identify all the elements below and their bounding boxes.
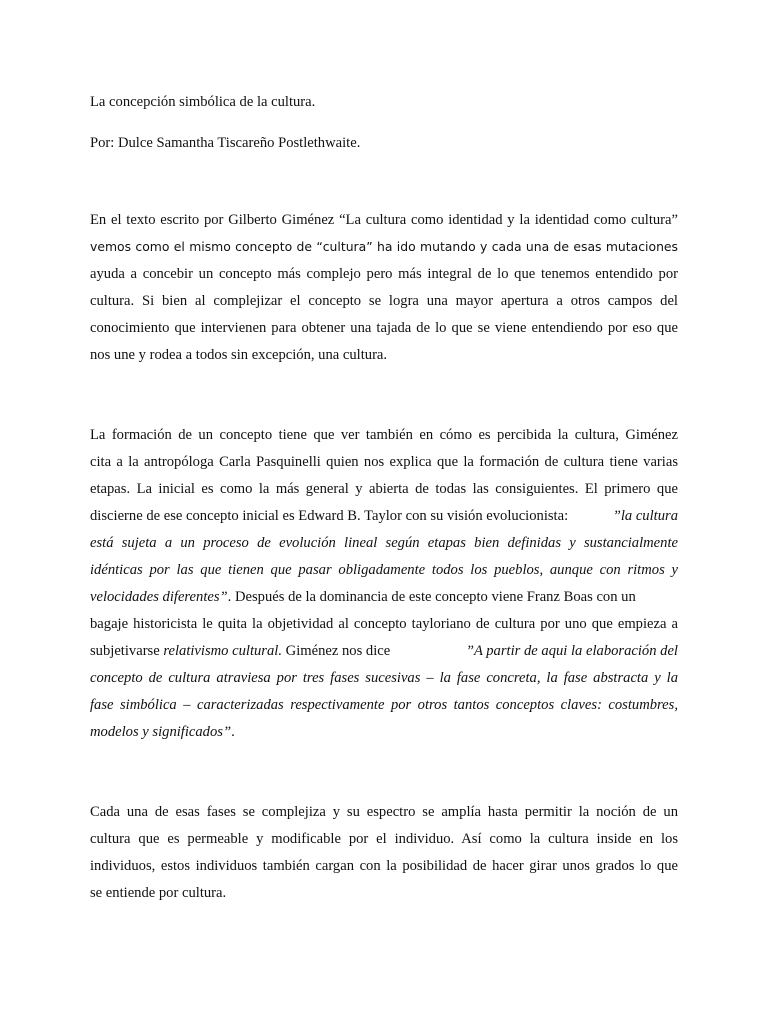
quote-line: idénticas por las que tienen que pasar obligadamente todos los pueblos, aunque con ritmos y xyxy=(90,562,678,578)
paragraph-line xyxy=(90,588,678,606)
quote-segment: velocidades diferentes” xyxy=(90,589,228,605)
line-segment: discierne de ese concepto inicial es Edward B. Taylor con su visión evolucionista: xyxy=(90,508,569,524)
paragraph-line: cultura que es permeable y modificable por el individuo. Así como la cultura inside en los xyxy=(90,831,678,847)
quote-line: está sujeta a un proceso de evolución lineal según etapas bien definidas y sustancialmente xyxy=(90,535,678,551)
paragraph-line: individuos, estos individuos también cargan con la posibilidad de hacer girar unos grados lo que xyxy=(90,858,678,874)
paragraph-line: La formación de un concepto tiene que ver también en cómo es percibida la cultura, Giménez xyxy=(90,427,678,443)
document-title: La concepción simbólica de la cultura. xyxy=(90,94,316,110)
line-segment: . xyxy=(231,724,235,740)
paragraph-line: cita a la antropóloga Carla Pasquinelli quien nos explica que la formación de cultura tiene varias xyxy=(90,454,678,470)
quote-segment: ”A partir de aqui la elaboración del xyxy=(465,643,678,659)
paragraph-line: se entiende por cultura. xyxy=(90,885,227,901)
paragraph-line: nos une y rodea a todos sin excepción, una cultura. xyxy=(90,347,388,363)
paragraph-line: Cada una de esas fases se complejiza y su espectro se amplía hasta permitir la noción de un xyxy=(90,804,678,820)
quote-line: fase simbólica – caracterizadas respectivamente por otros tantos conceptos claves: costumbres, xyxy=(90,697,678,713)
quote-line: concepto de cultura atraviesa por tres fases sucesivas – la fase concreta, la fase abstracta y la xyxy=(90,670,678,686)
line-segment: subjetivarse xyxy=(90,643,164,659)
paragraph-line xyxy=(90,723,678,741)
quote-segment: ”la cultura xyxy=(612,508,678,524)
emphasis-segment: relativismo cultural. xyxy=(163,643,282,659)
paragraph-line: cultura. Si bien al complejizar el concepto se logra una mayor apertura a otros campos del xyxy=(90,293,678,309)
line-segment: Giménez nos dice xyxy=(282,643,391,659)
paragraph-line: bagaje historicista le quita la objetividad al concepto tayloriano de cultura por uno que empieza a xyxy=(90,616,678,632)
paragraph-line: conocimiento que intervienen para obtener una tajada de lo que se viene entendiendo por eso que xyxy=(90,320,678,336)
quote-segment: modelos y significados” xyxy=(90,724,232,740)
line-segment: . Después de la dominancia de este concepto viene Franz Boas con un xyxy=(227,589,636,605)
paragraph-line: En el texto escrito por Gilberto Giménez “La cultura como identidad y la identidad como cultura” xyxy=(90,212,678,228)
document-author: Por: Dulce Samantha Tiscareño Postlethwaite. xyxy=(90,135,361,151)
paragraph-line: etapas. La inicial es como la más general y abierta de todas las consiguientes. El primero que xyxy=(90,481,678,497)
paragraph-line: vemos como el mismo concepto de “cultura” ha ido mutando y cada una de esas mutaciones xyxy=(90,239,678,254)
paragraph-line: ayuda a concebir un concepto más complejo pero más integral de lo que tenemos entendido por xyxy=(90,266,678,282)
paragraph-line xyxy=(90,507,678,525)
paragraph-line xyxy=(90,642,678,660)
